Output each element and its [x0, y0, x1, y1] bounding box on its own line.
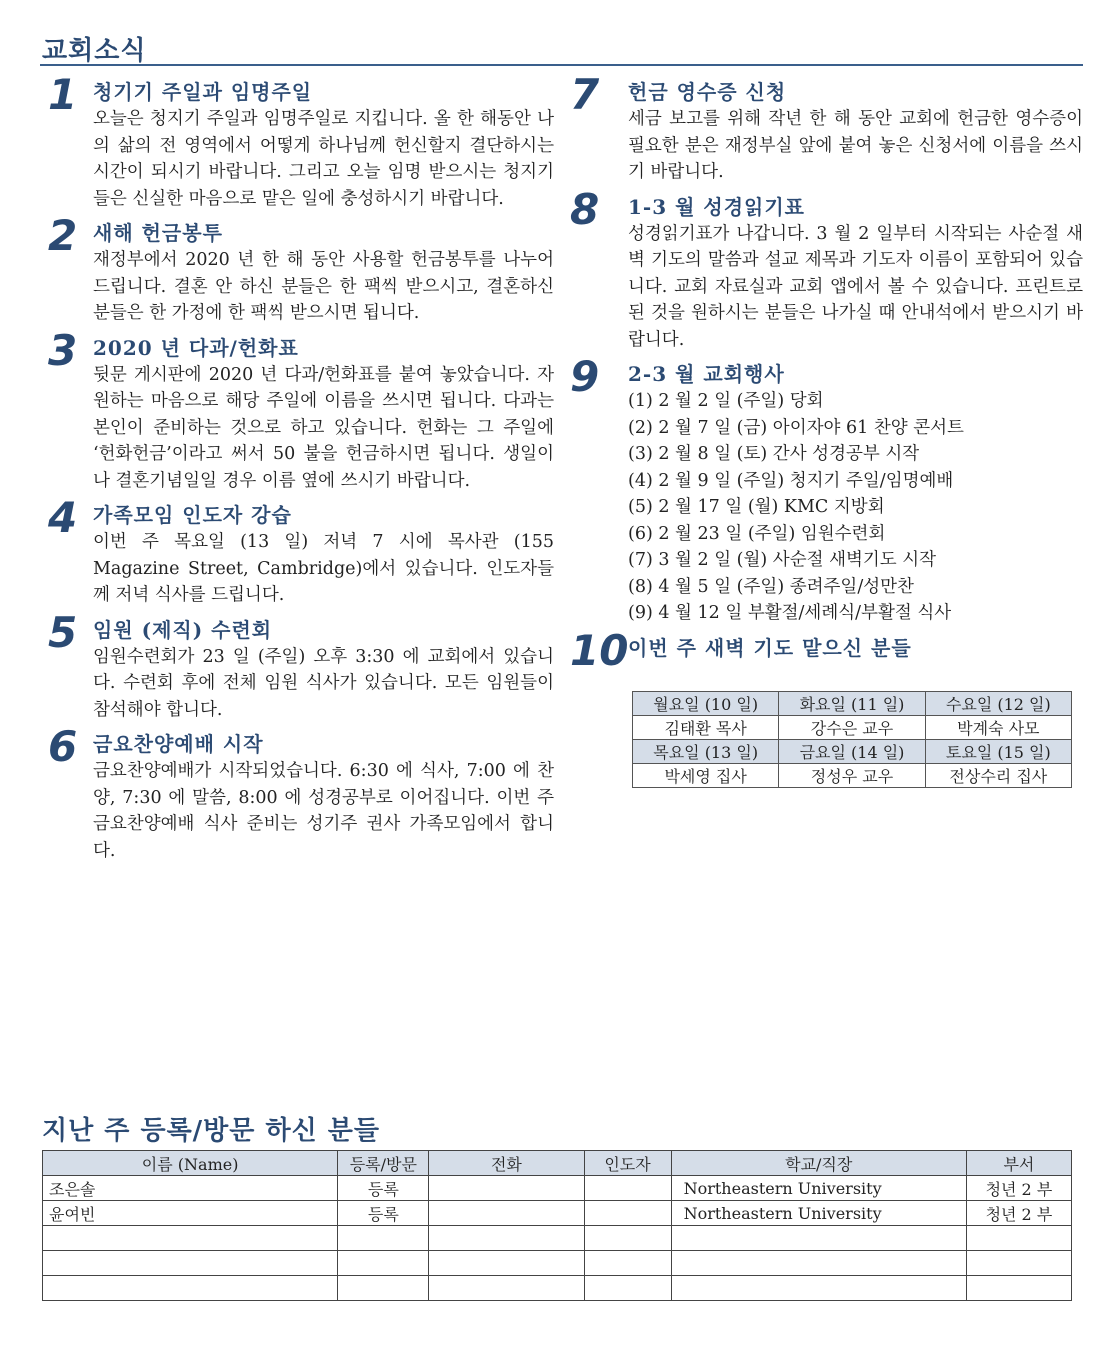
school-cell: Northeastern University: [671, 1176, 966, 1201]
item-title: 이번 주 새벽 기도 맡으신 분들: [628, 635, 912, 660]
name-cell: [43, 1276, 338, 1301]
column-header: 등록/방문: [338, 1151, 429, 1176]
day-cell: 토요일 (15 일): [925, 740, 1071, 764]
status-cell: [338, 1226, 429, 1251]
news-item: [48, 70, 554, 212]
column-header: 전화: [429, 1151, 584, 1176]
table-row: [633, 764, 1072, 788]
news-item: [48, 211, 554, 327]
school-cell: Northeastern University: [671, 1201, 966, 1226]
day-cell: 화요일 (11 일): [779, 692, 925, 716]
table-row: [43, 1201, 1072, 1226]
leader-cell: 강수은 교우: [779, 716, 925, 740]
item-title: 2-3 월 교회행사: [628, 362, 785, 386]
guide-cell: [584, 1251, 671, 1276]
news-item: [48, 722, 554, 864]
dept-cell: [966, 1226, 1071, 1251]
leader-cell: 박세영 집사: [633, 764, 779, 788]
school-cell: [671, 1251, 966, 1276]
day-cell: 금요일 (14 일): [779, 740, 925, 764]
dept-cell: [966, 1276, 1071, 1301]
registration-table: [42, 1150, 1072, 1301]
item-body: 세금 보고를 위해 작년 한 해 동안 교회에 헌금한 영수증이 필요한 분은 재정부실 앞에 붙여 놓은 신청서에 이름을 쓰시기 바랍니다.: [628, 109, 1083, 182]
event-entry: (4) 2 월 9 일 (주일) 청지기 주일/임명예배: [628, 470, 954, 491]
item-body: 성경읽기표가 나갑니다. 3 월 2 일부터 시작되는 사순절 새벽 기도의 말씀과 설교 제목과 기도자 이름이 포함되어 있습니다. 교회 자료실과 교회 앱에서 볼 수 있습니다. 프린트로 된 것을 원하시는 분들은 나가실 때 안내석에서 받으시기 바랍니다.: [628, 223, 1083, 350]
phone-cell: [429, 1226, 584, 1251]
dept-cell: 청년 2 부: [966, 1201, 1071, 1226]
table-row: [43, 1176, 1072, 1201]
name-cell: 조은솔: [43, 1176, 338, 1201]
left-column: [48, 70, 554, 871]
guide-cell: [584, 1201, 671, 1226]
day-cell: 월요일 (10 일): [633, 692, 779, 716]
leader-cell: 김태환 목사: [633, 716, 779, 740]
item-title: 1-3 월 성경읽기표: [628, 194, 805, 219]
phone-cell: [429, 1201, 584, 1226]
item-number: 2: [48, 211, 78, 260]
name-cell: 윤여빈: [43, 1201, 338, 1226]
dept-cell: 청년 2 부: [966, 1176, 1071, 1201]
item-title: 새해 헌금봉투: [93, 221, 223, 245]
registration-title: 지난 주 등록/방문 하신 분들: [42, 1116, 380, 1146]
item-title: 헌금 영수증 신청: [628, 80, 787, 104]
day-cell: 수요일 (12 일): [925, 692, 1071, 716]
news-item: [568, 70, 1083, 186]
event-entry: (5) 2 월 17 일 (월) KMC 지방회: [628, 497, 885, 517]
column-header: 부서: [966, 1151, 1071, 1176]
leader-cell: 전상수리 집사: [925, 764, 1071, 788]
item-number: 10: [570, 625, 629, 675]
day-cell: 목요일 (13 일): [633, 740, 779, 764]
item-number: 9: [570, 352, 600, 401]
dept-cell: [966, 1251, 1071, 1276]
item-number: 3: [48, 325, 78, 375]
event-entry: (2) 2 월 7 일 (금) 아이자야 61 찬양 콘서트: [628, 417, 964, 438]
item-body: 오늘은 청지기 주일과 임명주일로 지킵니다. 올 한 해동안 나의 삶의 전 영역에서 어떻게 하나님께 헌신할지 결단하시는 시간이 되시기 바랍니다. 그리고 오늘 임명 받으시는 청지기들은 신실한 마음으로 맡은 일에 충성하시기 바랍니다.: [93, 109, 554, 209]
item-body: 이번 주 목요일 (13 일) 저녁 7 시에 목사관 (155 Magazine Street, Cambridge)에서 있습니다. 인도자들께 저녁 식사를 드립니다.: [93, 532, 554, 605]
guide-cell: [584, 1226, 671, 1251]
item-title: 청기기 주일과 임명주일: [93, 80, 313, 104]
item-number: 5: [48, 607, 78, 657]
prayer-schedule-table: [632, 691, 1072, 788]
item-body: 임원수련회가 23 일 (주일) 오후 3:30 에 교회에서 있습니다. 수련회 후에 전체 임원 식사가 있습니다. 모든 임원들이 참석해야 합니다.: [93, 646, 554, 720]
table-row: [43, 1226, 1072, 1251]
table-row: [633, 692, 1072, 716]
item-number: 1: [48, 70, 78, 119]
item-title: 가족모임 인도자 강습: [93, 503, 292, 527]
school-cell: [671, 1276, 966, 1301]
column-header: 인도자: [584, 1151, 671, 1176]
page-title: 교회소식: [42, 36, 147, 66]
table-row: [43, 1251, 1072, 1276]
news-item: [568, 184, 1083, 354]
item-number: 6: [48, 722, 78, 771]
news-item: [48, 607, 554, 724]
leader-cell: 박계숙 사모: [925, 716, 1071, 740]
item-number: 7: [570, 70, 600, 119]
event-entry: (6) 2 월 23 일 (주일) 임원수련회: [628, 523, 886, 544]
phone-cell: [429, 1276, 584, 1301]
column-header: 학교/직장: [671, 1151, 966, 1176]
item-body: 뒷문 게시판에 2020 년 다과/헌화표를 붙여 놓았습니다. 자원하는 마음으로 해당 주일에 이름을 쓰시면 됩니다. 다과는 본인이 준비하는 것으로 하고 있습니다. 헌화는 그 주일에 ‘헌화헌금’이라고 써서 50 불을 헌금하시면 됩니다. 생일이나 결혼기념일일 경우 이름 옆에 쓰시기 바랍니다.: [93, 364, 554, 491]
status-cell: 등록: [338, 1201, 429, 1226]
page-header: [40, 30, 1083, 66]
table-row: [633, 740, 1072, 764]
school-cell: [671, 1226, 966, 1251]
status-cell: [338, 1276, 429, 1301]
column-header: 이름 (Name): [43, 1151, 338, 1176]
guide-cell: [584, 1276, 671, 1301]
prayer-item: [568, 625, 1083, 675]
table-header-row: [43, 1151, 1072, 1176]
news-item: [48, 325, 554, 495]
table-row: [43, 1276, 1072, 1301]
item-number: 4: [48, 493, 78, 542]
item-body: 금요찬양예배가 시작되었습니다. 6:30 에 식사, 7:00 에 찬양, 7:30 에 말씀, 8:00 에 성경공부로 이어집니다. 이번 주 금요찬양예배 식사 준비는 성기주 권사 가족모임에서 합니다.: [93, 761, 554, 861]
item-title: 임원 (제직) 수련회: [93, 617, 273, 642]
item-number: 8: [570, 184, 600, 234]
phone-cell: [429, 1251, 584, 1276]
event-entry: (1) 2 월 2 일 (주일) 당회: [628, 391, 824, 411]
events-item: [568, 352, 1083, 627]
event-entry: (7) 3 월 2 일 (월) 사순절 새벽기도 시작: [628, 550, 937, 570]
event-entry: (8) 4 월 5 일 (주일) 종려주일/성만찬: [628, 576, 914, 597]
guide-cell: [584, 1176, 671, 1201]
event-list: [628, 388, 1083, 627]
leader-cell: 정성우 교우: [779, 764, 925, 788]
phone-cell: [429, 1176, 584, 1201]
item-title: 금요찬양예배 시작: [93, 732, 264, 756]
event-entry: (9) 4 월 12 일 부활절/세례식/부활절 식사: [628, 603, 952, 623]
name-cell: [43, 1251, 338, 1276]
item-title: 2020 년 다과/헌화표: [93, 335, 299, 360]
status-cell: [338, 1251, 429, 1276]
item-body: 재정부에서 2020 년 한 해 동안 사용할 헌금봉투를 나누어 드립니다. 결혼 안 하신 분들은 한 팩씩 받으시고, 결혼하신 분들은 한 가정에 한 팩씩 받으시면 됩니다.: [93, 250, 554, 323]
right-column: [568, 70, 1083, 675]
name-cell: [43, 1226, 338, 1251]
status-cell: 등록: [338, 1176, 429, 1201]
table-row: [633, 716, 1072, 740]
news-item: [48, 493, 554, 609]
event-entry: (3) 2 월 8 일 (토) 간사 성경공부 시작: [628, 444, 920, 464]
